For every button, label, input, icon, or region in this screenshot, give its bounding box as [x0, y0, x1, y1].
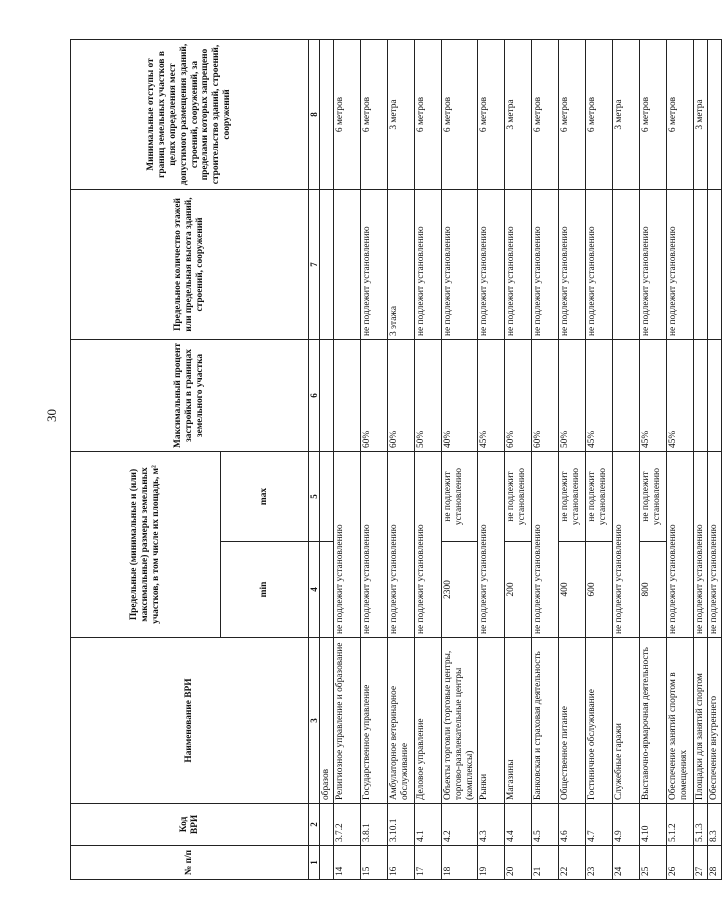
- col-number: 6: [309, 340, 320, 452]
- cell-setback: 3 метра: [693, 40, 707, 190]
- cell-name: Государственное управление: [361, 638, 388, 804]
- table-row: [693, 40, 707, 880]
- cell-name: Амбулаторное ветеринарное обслуживание: [388, 638, 415, 804]
- table-row: [477, 40, 504, 880]
- cell-num: 20: [504, 846, 531, 880]
- cell-name: Деловое управление: [415, 638, 442, 804]
- cell-max: не подлежит установлению: [442, 452, 477, 542]
- cell-setback: 6 метров: [334, 40, 361, 190]
- table-row: [415, 40, 442, 880]
- cell-num: 16: [388, 846, 415, 880]
- cell-floors: не подлежит установлению: [415, 190, 442, 340]
- cell-size-merged: не подлежит установлению: [693, 452, 707, 638]
- col-number: 5: [309, 452, 320, 542]
- cell-percent: [693, 340, 707, 452]
- cell-min: 2300: [442, 542, 477, 638]
- cell-num: 14: [334, 846, 361, 880]
- cell-num: 27: [693, 846, 707, 880]
- cell-code: 5.1.3: [693, 804, 707, 846]
- cell-num: 19: [477, 846, 504, 880]
- cell-percent: 40%: [442, 340, 477, 452]
- cell-name: Выставочно-ярмарочная деятельность: [639, 638, 666, 804]
- col-number: 1: [309, 846, 320, 880]
- cell-floors: не подлежит установлению: [531, 190, 558, 340]
- cell-percent: 60%: [531, 340, 558, 452]
- cell-floors: не подлежит установлению: [585, 190, 612, 340]
- table-row: [612, 40, 639, 880]
- table-row: [585, 40, 612, 880]
- cell-setback: 6 метров: [442, 40, 477, 190]
- cell-code: 4.4: [504, 804, 531, 846]
- cell-min: 400: [558, 542, 585, 638]
- cell-size-merged: не подлежит установлению: [612, 452, 639, 638]
- cell-num: 28: [707, 846, 721, 880]
- cell-name: Рынки: [477, 638, 504, 804]
- cell-num: 21: [531, 846, 558, 880]
- cell-max: не подлежит установлению: [558, 452, 585, 542]
- cell-min: 600: [585, 542, 612, 638]
- cell-min: 800: [639, 542, 666, 638]
- cell-code: 4.5: [531, 804, 558, 846]
- table-row: [388, 40, 415, 880]
- cell-setback: [320, 40, 334, 190]
- cell-code: 4.9: [612, 804, 639, 846]
- cell-name: образов: [320, 638, 334, 804]
- cell-num: 18: [442, 846, 477, 880]
- table-row: [504, 40, 531, 880]
- cell-percent: 60%: [388, 340, 415, 452]
- cell-name: Обеспечение внутреннего: [707, 638, 721, 804]
- cell-setback: 3 метра: [388, 40, 415, 190]
- cell-percent: 45%: [639, 340, 666, 452]
- cell-floors: [693, 190, 707, 340]
- cell-num: 17: [415, 846, 442, 880]
- cell-setback: 6 метров: [415, 40, 442, 190]
- table-row: [666, 40, 693, 880]
- cell-percent: [334, 340, 361, 452]
- cell-num: 22: [558, 846, 585, 880]
- cell-setback: [707, 40, 721, 190]
- cell-size-merged: не подлежит установлению: [707, 452, 721, 638]
- cell-setback: 6 метров: [477, 40, 504, 190]
- cell-percent: 60%: [361, 340, 388, 452]
- header-code: Код ВРИ: [71, 804, 309, 846]
- cell-code: 4.10: [639, 804, 666, 846]
- col-number: 3: [309, 638, 320, 804]
- cell-setback: 6 метров: [639, 40, 666, 190]
- page-number: 30: [44, 409, 59, 422]
- header-name: Наименование ВРИ: [71, 638, 309, 804]
- cell-size-merged: не подлежит установлению: [388, 452, 415, 638]
- table-row: [531, 40, 558, 880]
- cell-code: 3.8.1: [361, 804, 388, 846]
- cell-code: 5.1.2: [666, 804, 693, 846]
- cell-setback: 6 метров: [666, 40, 693, 190]
- cell-floors: не подлежит установлению: [558, 190, 585, 340]
- cell-size-merged: не подлежит установлению: [531, 452, 558, 638]
- cell-size-merged: не подлежит установлению: [361, 452, 388, 638]
- cell-size-merged: не подлежит установлению: [334, 452, 361, 638]
- cell-code: 4.2: [442, 804, 477, 846]
- cell-name: Объекты торговли (торговые центры, торгово-развлекательные центры (комплексы): [442, 638, 477, 804]
- cell-name: Обеспечение занятий спортом в помещениях: [666, 638, 693, 804]
- header-setback: Минимальные отступы от границ земельных участков в целях определения мест допустимого размещения зданий, строений, сооружений, за пределами которых запрещено строительство зданий, строений, сооружений: [71, 40, 309, 190]
- cell-percent: 50%: [415, 340, 442, 452]
- header-max: max: [221, 452, 309, 542]
- cell-floors: 3 этажа: [388, 190, 415, 340]
- cell-floors: [334, 190, 361, 340]
- cell-floors: [612, 190, 639, 340]
- cell-percent: 50%: [558, 340, 585, 452]
- table-row: [442, 40, 477, 880]
- header-min: min: [221, 542, 309, 638]
- col-number: 7: [309, 190, 320, 340]
- zoning-table: [70, 39, 722, 880]
- col-number: 2: [309, 804, 320, 846]
- cell-floors: не подлежит установлению: [639, 190, 666, 340]
- cell-max: не подлежит установлению: [639, 452, 666, 542]
- cell-setback: 6 метров: [361, 40, 388, 190]
- cell-num: 23: [585, 846, 612, 880]
- header-size: Предельные (минимальные и (или) максимальные) размеры земельных участков, в том числе их площадь, м²: [71, 452, 221, 638]
- cell-code: 4.7: [585, 804, 612, 846]
- cell-name: Площадки для занятий спортом: [693, 638, 707, 804]
- cell-setback: 6 метров: [585, 40, 612, 190]
- cell-code: 4.1: [415, 804, 442, 846]
- cell-percent: 45%: [666, 340, 693, 452]
- header-percent: Максимальный процент застройки в границах земельного участка: [71, 340, 309, 452]
- cell-code: 4.6: [558, 804, 585, 846]
- header-floors: Предельное количество этажей или предельная высота зданий, строений, сооружений: [71, 190, 309, 340]
- cell-min: 200: [504, 542, 531, 638]
- cell-percent: 45%: [585, 340, 612, 452]
- cell-floors: не подлежит установлению: [477, 190, 504, 340]
- table-row: [558, 40, 585, 880]
- cell-size-merged: не подлежит установлению: [477, 452, 504, 638]
- cell-code: 3.7.2: [334, 804, 361, 846]
- cell-num: 15: [361, 846, 388, 880]
- cell-code: 3.10.1: [388, 804, 415, 846]
- cell-setback: 6 метров: [531, 40, 558, 190]
- table-row: [639, 40, 666, 880]
- cell-max: не подлежит установлению: [585, 452, 612, 542]
- table-body: [320, 40, 721, 880]
- cell-size-merged: не подлежит установлению: [666, 452, 693, 638]
- cell-code: 4.3: [477, 804, 504, 846]
- col-number: 8: [309, 40, 320, 190]
- cell-floors: не подлежит установлению: [666, 190, 693, 340]
- cell-percent: [612, 340, 639, 452]
- cell-num: 25: [639, 846, 666, 880]
- cell-name: Религиозное управление и образование: [334, 638, 361, 804]
- cell-setback: 6 метров: [558, 40, 585, 190]
- cell-size-merged: не подлежит установлению: [415, 452, 442, 638]
- cell-setback: 3 метра: [504, 40, 531, 190]
- cell-floors: не подлежит установлению: [361, 190, 388, 340]
- table-row: [707, 40, 721, 880]
- cell-percent: 60%: [504, 340, 531, 452]
- header-num: № п/п: [71, 846, 309, 880]
- rotated-table-container: [70, 40, 719, 880]
- table-row: [334, 40, 361, 880]
- cell-setback: 3 метра: [612, 40, 639, 190]
- cell-floors: не подлежит установлению: [442, 190, 477, 340]
- cell-name: Гостиничное обслуживание: [585, 638, 612, 804]
- cell-max: не подлежит установлению: [504, 452, 531, 542]
- cell-name: Банковская и страховая деятельность: [531, 638, 558, 804]
- cell-floors: [707, 190, 721, 340]
- cell-num: 24: [612, 846, 639, 880]
- cell-num: 26: [666, 846, 693, 880]
- col-number: 4: [309, 542, 320, 638]
- cell-name: Служебные гаражи: [612, 638, 639, 804]
- cell-code: 8.3: [707, 804, 721, 846]
- cell-name: Магазины: [504, 638, 531, 804]
- table-row-continued: [320, 40, 334, 880]
- cell-percent: 45%: [477, 340, 504, 452]
- cell-percent: [707, 340, 721, 452]
- cell-floors: не подлежит установлению: [504, 190, 531, 340]
- table-row: [361, 40, 388, 880]
- cell-name: Общественное питание: [558, 638, 585, 804]
